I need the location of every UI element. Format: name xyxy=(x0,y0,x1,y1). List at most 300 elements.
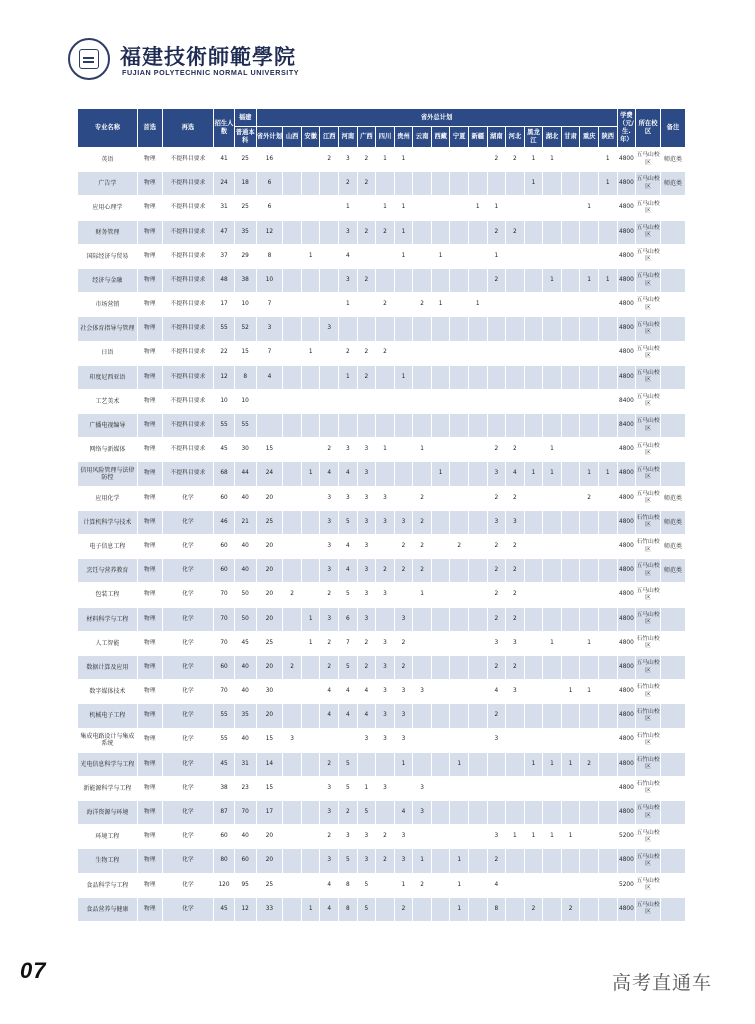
province-quota-cell xyxy=(320,244,339,268)
tuition-cell: 4800 xyxy=(617,583,636,607)
table-row xyxy=(78,414,686,438)
first-choice-cell: 物理 xyxy=(137,220,162,244)
province-quota-cell xyxy=(524,317,543,341)
major-name-cell: 新能源科学与工程 xyxy=(78,776,138,800)
school-seal-icon xyxy=(68,38,110,80)
out-of-province-total-cell xyxy=(256,414,283,438)
province-quota-cell xyxy=(598,897,617,921)
province-quota-cell xyxy=(431,535,450,559)
province-quota-cell xyxy=(431,510,450,534)
province-quota-cell: 1 xyxy=(598,172,617,196)
province-quota-cell: 3 xyxy=(357,583,376,607)
major-name-cell: 英语 xyxy=(78,148,138,172)
province-quota-cell xyxy=(394,414,413,438)
province-quota-cell xyxy=(376,414,395,438)
province-quota-cell xyxy=(357,293,376,317)
remarks-cell xyxy=(660,801,685,825)
remarks-cell xyxy=(660,655,685,679)
province-quota-cell: 2 xyxy=(506,559,525,583)
header-major: 专业名称 xyxy=(78,109,138,148)
province-quota-cell xyxy=(561,293,580,317)
province-quota-cell: 4 xyxy=(339,704,358,728)
province-quota-cell: 2 xyxy=(506,486,525,510)
province-quota-cell xyxy=(413,607,432,631)
province-quota-cell xyxy=(598,583,617,607)
province-quota-cell xyxy=(301,365,320,389)
province-quota-cell: 1 xyxy=(450,752,469,776)
province-quota-cell xyxy=(283,535,302,559)
province-quota-cell xyxy=(283,631,302,655)
out-of-province-total-cell: 16 xyxy=(256,148,283,172)
table-row xyxy=(78,849,686,873)
province-quota-cell xyxy=(580,801,599,825)
province-quota-cell xyxy=(301,776,320,800)
province-quota-cell xyxy=(524,583,543,607)
province-quota-cell: 1 xyxy=(580,196,599,220)
province-quota-cell xyxy=(561,268,580,292)
fujian-regular-cell: 40 xyxy=(234,559,256,583)
province-quota-cell xyxy=(543,849,562,873)
province-quota-cell: 1 xyxy=(468,293,487,317)
province-quota-cell xyxy=(376,268,395,292)
province-quota-cell: 4 xyxy=(357,680,376,704)
watermark-text: 高考直通车 xyxy=(612,972,713,994)
first-choice-cell: 物理 xyxy=(137,293,162,317)
province-quota-cell: 5 xyxy=(339,849,358,873)
province-quota-cell xyxy=(598,438,617,462)
province-quota-cell xyxy=(431,728,450,752)
province-quota-cell: 2 xyxy=(487,655,506,679)
province-quota-cell: 3 xyxy=(339,438,358,462)
second-choice-cell: 化学 xyxy=(162,752,214,776)
out-of-province-total-cell: 8 xyxy=(256,244,283,268)
remarks-cell xyxy=(660,220,685,244)
province-quota-cell xyxy=(487,365,506,389)
province-quota-cell: 1 xyxy=(431,293,450,317)
province-quota-cell xyxy=(543,172,562,196)
province-quota-cell xyxy=(598,365,617,389)
province-quota-cell: 4 xyxy=(320,897,339,921)
remarks-cell xyxy=(660,365,685,389)
province-quota-cell: 2 xyxy=(320,655,339,679)
province-quota-cell xyxy=(431,849,450,873)
province-quota-cell xyxy=(468,414,487,438)
province-quota-cell xyxy=(450,704,469,728)
table-row xyxy=(78,704,686,728)
province-quota-cell xyxy=(543,244,562,268)
out-of-province-total-cell xyxy=(256,389,283,413)
province-quota-cell: 2 xyxy=(487,704,506,728)
first-choice-cell: 物理 xyxy=(137,148,162,172)
province-quota-cell: 2 xyxy=(357,341,376,365)
province-quota-cell xyxy=(413,172,432,196)
campus-cell: 五马山校区 xyxy=(636,438,661,462)
province-quota-cell: 2 xyxy=(394,631,413,655)
province-quota-cell: 1 xyxy=(506,825,525,849)
province-quota-cell xyxy=(301,801,320,825)
province-quota-cell xyxy=(357,317,376,341)
province-quota-cell xyxy=(376,801,395,825)
first-choice-cell: 物理 xyxy=(137,341,162,365)
province-quota-cell xyxy=(580,293,599,317)
province-quota-cell xyxy=(320,414,339,438)
province-quota-cell: 2 xyxy=(357,148,376,172)
province-quota-cell xyxy=(394,583,413,607)
province-quota-cell: 2 xyxy=(487,583,506,607)
fujian-regular-cell: 35 xyxy=(234,704,256,728)
remarks-cell xyxy=(660,728,685,752)
province-quota-cell xyxy=(468,172,487,196)
tuition-cell: 4800 xyxy=(617,849,636,873)
enrollment-cell: 55 xyxy=(214,704,235,728)
province-quota-cell xyxy=(301,728,320,752)
out-of-province-total-cell: 7 xyxy=(256,341,283,365)
enrollment-cell: 55 xyxy=(214,414,235,438)
province-quota-cell xyxy=(598,293,617,317)
province-quota-cell xyxy=(468,849,487,873)
province-quota-cell xyxy=(450,317,469,341)
province-quota-cell xyxy=(320,341,339,365)
major-name-cell: 海洋资源与环境 xyxy=(78,801,138,825)
province-quota-cell xyxy=(506,365,525,389)
province-quota-cell xyxy=(598,220,617,244)
province-quota-cell: 1 xyxy=(543,825,562,849)
enrollment-cell: 87 xyxy=(214,801,235,825)
province-quota-cell: 3 xyxy=(320,510,339,534)
province-quota-cell: 1 xyxy=(598,268,617,292)
table-row xyxy=(78,776,686,800)
province-quota-cell: 1 xyxy=(543,462,562,486)
province-quota-cell xyxy=(339,414,358,438)
second-choice-cell: 化学 xyxy=(162,728,214,752)
table-row xyxy=(78,196,686,220)
province-quota-cell xyxy=(506,873,525,897)
fujian-regular-cell: 44 xyxy=(234,462,256,486)
province-quota-cell xyxy=(561,244,580,268)
province-quota-cell xyxy=(450,196,469,220)
major-name-cell: 信用风险管理与法律防控 xyxy=(78,462,138,486)
province-quota-cell xyxy=(283,704,302,728)
province-quota-cell: 1 xyxy=(376,438,395,462)
province-quota-cell xyxy=(450,583,469,607)
province-quota-cell: 3 xyxy=(376,510,395,534)
second-choice-cell: 不提科目要求 xyxy=(162,244,214,268)
second-choice-cell: 不提科目要求 xyxy=(162,172,214,196)
province-quota-cell: 2 xyxy=(394,897,413,921)
province-quota-cell xyxy=(301,704,320,728)
tuition-cell: 8400 xyxy=(617,414,636,438)
province-quota-cell: 2 xyxy=(357,172,376,196)
province-quota-cell xyxy=(580,897,599,921)
province-quota-cell: 2 xyxy=(339,172,358,196)
province-quota-cell xyxy=(506,196,525,220)
province-quota-cell xyxy=(320,389,339,413)
province-quota-cell: 3 xyxy=(394,510,413,534)
province-quota-cell xyxy=(487,389,506,413)
first-choice-cell: 物理 xyxy=(137,196,162,220)
remarks-cell xyxy=(660,631,685,655)
table-row xyxy=(78,607,686,631)
header-fujian-regular: 普通本科 xyxy=(234,127,256,148)
province-quota-cell xyxy=(580,220,599,244)
province-quota-cell xyxy=(394,486,413,510)
province-quota-cell xyxy=(431,680,450,704)
campus-cell: 石竹山校区 xyxy=(636,510,661,534)
fujian-regular-cell: 25 xyxy=(234,196,256,220)
table-row xyxy=(78,172,686,196)
province-quota-cell xyxy=(283,341,302,365)
province-quota-cell: 2 xyxy=(320,752,339,776)
fujian-regular-cell: 40 xyxy=(234,680,256,704)
out-of-province-total-cell: 25 xyxy=(256,631,283,655)
tuition-cell: 4800 xyxy=(617,196,636,220)
campus-cell: 五马山校区 xyxy=(636,607,661,631)
table-row xyxy=(78,897,686,921)
campus-cell: 五马山校区 xyxy=(636,389,661,413)
province-quota-cell xyxy=(468,317,487,341)
province-quota-cell: 2 xyxy=(413,873,432,897)
province-quota-cell xyxy=(394,462,413,486)
province-quota-cell: 2 xyxy=(357,631,376,655)
province-quota-cell: 1 xyxy=(450,849,469,873)
out-of-province-total-cell: 15 xyxy=(256,776,283,800)
province-quota-cell: 2 xyxy=(320,438,339,462)
province-quota-cell xyxy=(283,172,302,196)
table-row xyxy=(78,293,686,317)
province-quota-cell xyxy=(450,293,469,317)
fujian-regular-cell: 50 xyxy=(234,583,256,607)
province-quota-cell: 3 xyxy=(283,728,302,752)
province-quota-cell: 3 xyxy=(320,535,339,559)
campus-cell: 五马山校区 xyxy=(636,583,661,607)
major-name-cell: 烹饪与营养教育 xyxy=(78,559,138,583)
province-quota-cell xyxy=(468,535,487,559)
province-quota-cell xyxy=(561,559,580,583)
province-quota-cell: 1 xyxy=(339,196,358,220)
province-quota-cell xyxy=(320,172,339,196)
province-quota-cell xyxy=(580,704,599,728)
province-quota-cell: 2 xyxy=(339,341,358,365)
out-of-province-total-cell: 25 xyxy=(256,873,283,897)
province-quota-cell: 2 xyxy=(376,559,395,583)
header-province: 湖北 xyxy=(543,127,562,148)
second-choice-cell: 不提科目要求 xyxy=(162,293,214,317)
header-province: 新疆 xyxy=(468,127,487,148)
province-quota-cell xyxy=(301,148,320,172)
province-quota-cell xyxy=(376,607,395,631)
province-quota-cell xyxy=(413,897,432,921)
province-quota-cell xyxy=(357,389,376,413)
remarks-cell xyxy=(660,341,685,365)
province-quota-cell: 2 xyxy=(487,148,506,172)
province-quota-cell: 4 xyxy=(357,704,376,728)
province-quota-cell: 5 xyxy=(339,510,358,534)
province-quota-cell xyxy=(283,680,302,704)
province-quota-cell: 1 xyxy=(468,196,487,220)
province-quota-cell: 4 xyxy=(339,559,358,583)
province-quota-cell xyxy=(413,728,432,752)
tuition-cell: 4800 xyxy=(617,655,636,679)
province-quota-cell xyxy=(301,268,320,292)
province-quota-cell xyxy=(376,317,395,341)
province-quota-cell xyxy=(524,220,543,244)
major-name-cell: 广告学 xyxy=(78,172,138,196)
province-quota-cell xyxy=(450,728,469,752)
province-quota-cell: 1 xyxy=(376,196,395,220)
province-quota-cell: 3 xyxy=(506,510,525,534)
province-quota-cell: 1 xyxy=(431,462,450,486)
table-row xyxy=(78,728,686,752)
campus-cell: 五马山校区 xyxy=(636,897,661,921)
province-quota-cell: 1 xyxy=(301,631,320,655)
province-quota-cell: 3 xyxy=(339,220,358,244)
campus-cell: 石竹山校区 xyxy=(636,631,661,655)
province-quota-cell xyxy=(394,776,413,800)
province-quota-cell: 2 xyxy=(506,583,525,607)
province-quota-cell xyxy=(450,220,469,244)
province-quota-cell: 3 xyxy=(487,728,506,752)
province-quota-cell xyxy=(339,728,358,752)
major-name-cell: 计算机科学与技术 xyxy=(78,510,138,534)
province-quota-cell xyxy=(301,849,320,873)
province-quota-cell: 2 xyxy=(487,220,506,244)
enrollment-cell: 45 xyxy=(214,897,235,921)
province-quota-cell xyxy=(283,438,302,462)
tuition-cell: 4800 xyxy=(617,268,636,292)
province-quota-cell: 2 xyxy=(320,148,339,172)
first-choice-cell: 物理 xyxy=(137,317,162,341)
province-quota-cell xyxy=(450,244,469,268)
province-quota-cell: 8 xyxy=(339,897,358,921)
province-quota-cell xyxy=(394,317,413,341)
major-name-cell: 广播电视编导 xyxy=(78,414,138,438)
province-quota-cell: 4 xyxy=(339,244,358,268)
fujian-regular-cell: 10 xyxy=(234,293,256,317)
campus-cell: 五马山校区 xyxy=(636,462,661,486)
province-quota-cell xyxy=(561,849,580,873)
province-quota-cell xyxy=(320,365,339,389)
province-quota-cell xyxy=(543,293,562,317)
first-choice-cell: 物理 xyxy=(137,268,162,292)
second-choice-cell: 化学 xyxy=(162,535,214,559)
second-choice-cell: 化学 xyxy=(162,486,214,510)
province-quota-cell xyxy=(561,776,580,800)
province-quota-cell xyxy=(376,535,395,559)
header-province: 西藏 xyxy=(431,127,450,148)
campus-cell: 五马山校区 xyxy=(636,559,661,583)
province-quota-cell: 3 xyxy=(376,680,395,704)
enrollment-cell: 10 xyxy=(214,389,235,413)
province-quota-cell: 4 xyxy=(320,680,339,704)
province-quota-cell xyxy=(561,583,580,607)
province-quota-cell xyxy=(561,148,580,172)
province-quota-cell xyxy=(561,389,580,413)
first-choice-cell: 物理 xyxy=(137,704,162,728)
header-enrollment: 招生人数 xyxy=(214,109,235,148)
enrollment-cell: 47 xyxy=(214,220,235,244)
province-quota-cell xyxy=(561,801,580,825)
province-quota-cell xyxy=(450,268,469,292)
province-quota-cell: 2 xyxy=(413,559,432,583)
table-row xyxy=(78,535,686,559)
province-quota-cell xyxy=(431,631,450,655)
enrollment-cell: 38 xyxy=(214,776,235,800)
province-quota-cell xyxy=(320,728,339,752)
fujian-regular-cell: 55 xyxy=(234,414,256,438)
province-quota-cell xyxy=(468,389,487,413)
table-row xyxy=(78,510,686,534)
second-choice-cell: 不提科目要求 xyxy=(162,365,214,389)
province-quota-cell xyxy=(506,801,525,825)
province-quota-cell: 2 xyxy=(376,825,395,849)
province-quota-cell xyxy=(431,268,450,292)
second-choice-cell: 化学 xyxy=(162,510,214,534)
province-quota-cell xyxy=(524,293,543,317)
province-quota-cell: 3 xyxy=(357,486,376,510)
enrollment-cell: 60 xyxy=(214,535,235,559)
province-quota-cell xyxy=(561,873,580,897)
province-quota-cell: 1 xyxy=(301,607,320,631)
header-province: 云南 xyxy=(413,127,432,148)
second-choice-cell: 不提科目要求 xyxy=(162,268,214,292)
province-quota-cell: 3 xyxy=(376,704,395,728)
province-quota-cell xyxy=(450,680,469,704)
province-quota-cell xyxy=(468,583,487,607)
province-quota-cell xyxy=(580,172,599,196)
province-quota-cell xyxy=(506,897,525,921)
header-province: 河北 xyxy=(506,127,525,148)
province-quota-cell xyxy=(413,825,432,849)
province-quota-cell xyxy=(394,172,413,196)
province-quota-cell xyxy=(506,704,525,728)
remarks-cell xyxy=(660,873,685,897)
tuition-cell: 4800 xyxy=(617,462,636,486)
table-row xyxy=(78,244,686,268)
province-quota-cell xyxy=(561,462,580,486)
province-quota-cell xyxy=(413,414,432,438)
tuition-cell: 4800 xyxy=(617,752,636,776)
first-choice-cell: 物理 xyxy=(137,607,162,631)
province-quota-cell xyxy=(506,172,525,196)
remarks-cell: 师范类 xyxy=(660,172,685,196)
province-quota-cell xyxy=(543,655,562,679)
header-province: 黑龙江 xyxy=(524,127,543,148)
province-quota-cell xyxy=(301,559,320,583)
table-row xyxy=(78,389,686,413)
out-of-province-total-cell: 30 xyxy=(256,680,283,704)
enrollment-cell: 55 xyxy=(214,317,235,341)
province-quota-cell xyxy=(524,389,543,413)
province-quota-cell: 3 xyxy=(357,607,376,631)
province-quota-cell: 2 xyxy=(524,897,543,921)
province-quota-cell xyxy=(598,559,617,583)
province-quota-cell xyxy=(524,510,543,534)
province-quota-cell xyxy=(468,776,487,800)
province-quota-cell xyxy=(394,389,413,413)
out-of-province-total-cell: 12 xyxy=(256,220,283,244)
province-quota-cell xyxy=(450,414,469,438)
campus-cell: 五马山校区 xyxy=(636,825,661,849)
province-quota-cell xyxy=(413,389,432,413)
province-quota-cell xyxy=(431,752,450,776)
remarks-cell xyxy=(660,438,685,462)
province-quota-cell xyxy=(580,607,599,631)
major-name-cell: 包装工程 xyxy=(78,583,138,607)
province-quota-cell: 1 xyxy=(301,244,320,268)
campus-cell: 五马山校区 xyxy=(636,196,661,220)
second-choice-cell: 化学 xyxy=(162,583,214,607)
out-of-province-total-cell: 24 xyxy=(256,462,283,486)
